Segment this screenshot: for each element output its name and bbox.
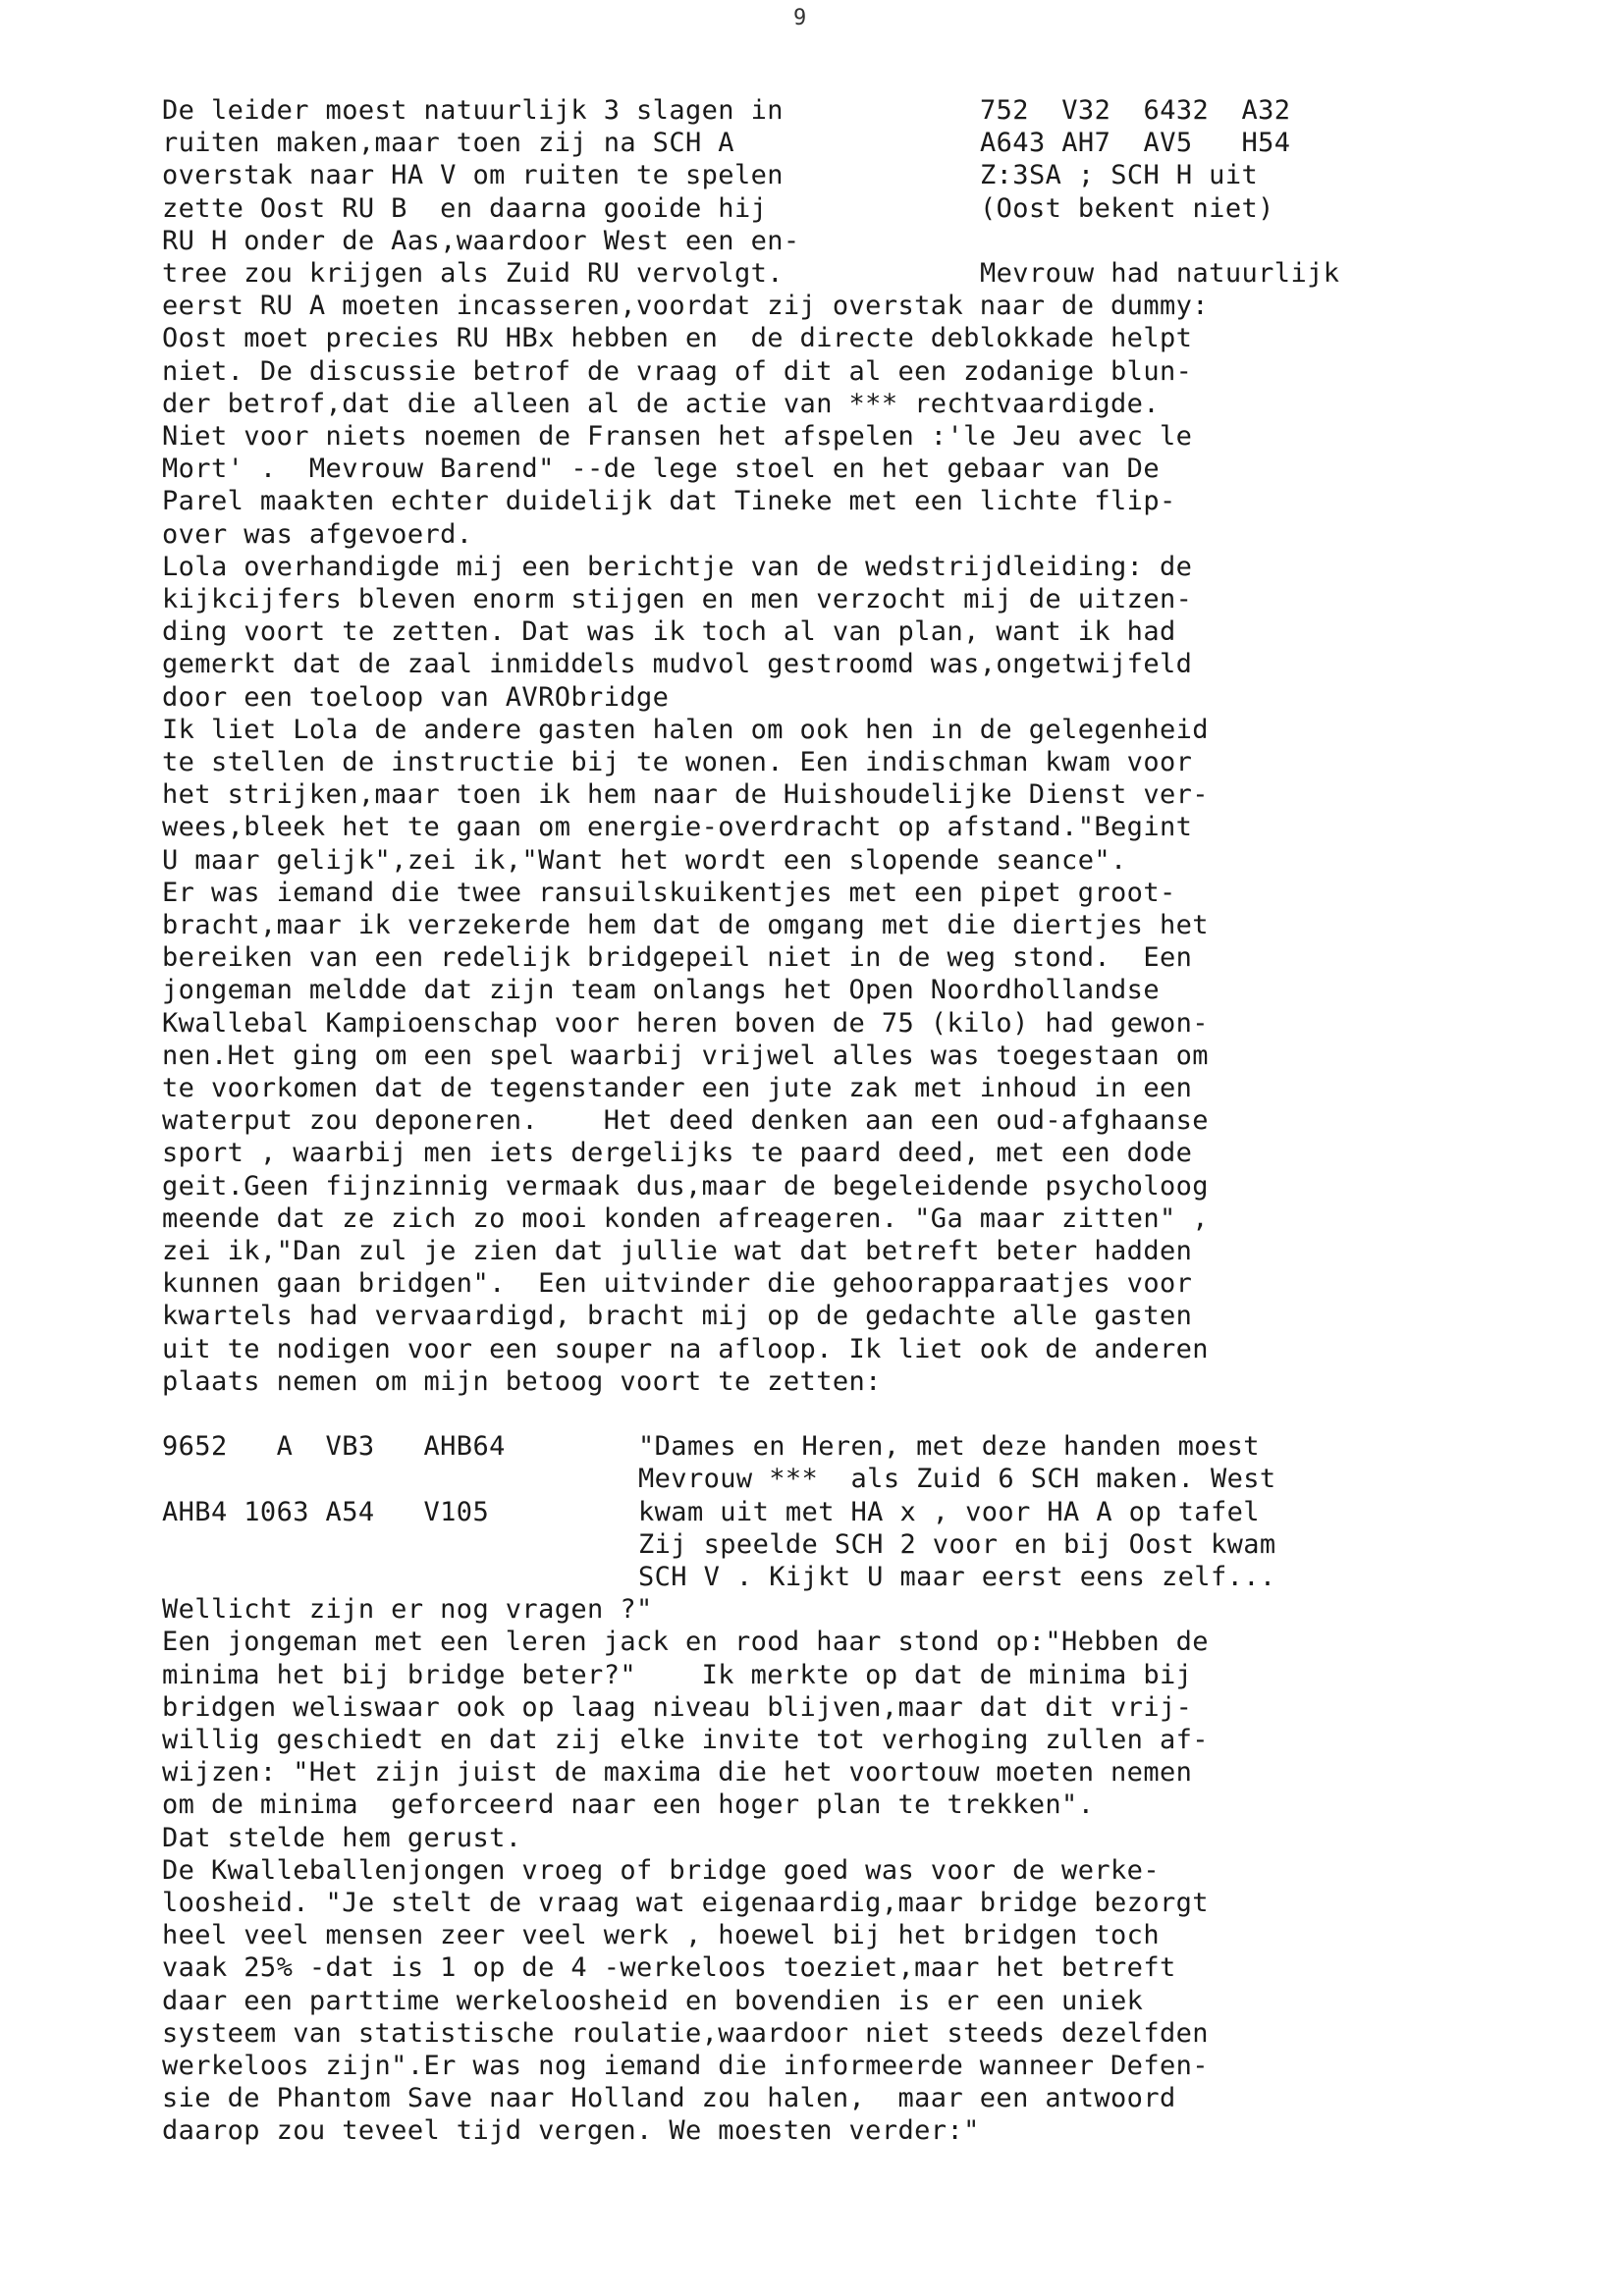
text-line: meende dat ze zich zo mooi konden afreageren. "Ga maar zitten" , bbox=[162, 1202, 1209, 1234]
text-line: bridgen weliswaar ook op laag niveau blijven,maar dat dit vrij- bbox=[162, 1691, 1193, 1723]
text-line: te voorkomen dat de tegenstander een jute zak met inhoud in een bbox=[162, 1073, 1193, 1103]
text-line: over was afgevoerd. bbox=[162, 518, 473, 550]
text-line: ruiten maken,maar toen zij na SCH A bbox=[162, 128, 734, 159]
text-line: nen.Het ging om een spel waarbij vrijwel alles was toegestaan om bbox=[162, 1040, 1209, 1071]
hand-diagram-line: A643 AH7 AV5 H54 bbox=[980, 128, 1291, 159]
text-line: door een toeloop van AVRObridge bbox=[162, 681, 670, 713]
text-line: systeem van statistische roulatie,waardoor niet steeds dezelfden bbox=[162, 2017, 1209, 2049]
text-line: De leider moest natuurlijk 3 slagen in bbox=[162, 95, 784, 126]
text-line: sie de Phantom Save naar Holland zou halen, maar een antwoord bbox=[162, 2083, 1176, 2114]
text-line: om de minima geforceerd naar een hoger plan te trekken". bbox=[162, 1789, 1095, 1821]
text-line: Kwallebal Kampioenschap voor heren boven de 75 (kilo) had gewon- bbox=[162, 1007, 1209, 1039]
text-line: zei ik,"Dan zul je zien dat jullie wat dat betreft beter hadden bbox=[162, 1236, 1193, 1266]
text-line: werkeloos zijn".Er was nog iemand die informeerde wanneer Defen- bbox=[162, 2051, 1209, 2081]
text-line: Lola overhandigde mij een berichtje van de wedstrijdleiding: de bbox=[162, 551, 1193, 582]
text-line: uit te nodigen voor een souper na afloop. Ik liet ook de anderen bbox=[162, 1333, 1209, 1364]
text-line: te stellen de instructie bij te wonen. Een indischman kwam voor bbox=[162, 747, 1193, 777]
text-line: plaats nemen om mijn betoog voort te zetten: bbox=[162, 1365, 882, 1397]
text-line: Mort' . Mevrouw Barend" --de lege stoel en het gebaar van De bbox=[162, 454, 1160, 485]
text-line: willig geschiedt en dat zij elke invite tot verhoging zullen af- bbox=[162, 1725, 1209, 1755]
text-line: kunnen gaan bridgen". Een uitvinder die gehoorapparaatjes voor bbox=[162, 1268, 1193, 1300]
text-line: jongeman meldde dat zijn team onlangs het Open Noordhollandse bbox=[162, 975, 1160, 1006]
text-line: daar een parttime werkeloosheid en bovendien is er een uniek bbox=[162, 1985, 1144, 2016]
page-number: 9 bbox=[793, 6, 807, 30]
text-line: Dat stelde hem gerust. bbox=[162, 1822, 522, 1853]
text-line: ding voort te zetten. Dat was ik toch al van plan, want ik had bbox=[162, 616, 1176, 648]
text-line: Zij speelde SCH 2 voor en bij Oost kwam bbox=[638, 1528, 1276, 1560]
text-line: bereiken van een redelijk bridgepeil niet in de weg stond. Een bbox=[162, 942, 1193, 974]
hand-diagram-line: Mevrouw had natuurlijk bbox=[980, 258, 1340, 289]
text-line: het strijken,maar toen ik hem naar de Huishoudelijke Dienst ver- bbox=[162, 779, 1209, 811]
text-line: minima het bij bridge beter?" Ik merkte op dat de minima bij bbox=[162, 1659, 1193, 1690]
text-line: kijkcijfers bleven enorm stijgen en men verzocht mij de uitzen- bbox=[162, 584, 1193, 614]
text-line: Een jongeman met een leren jack en rood haar stond op:"Hebben de bbox=[162, 1627, 1209, 1658]
text-line: niet. De discussie betrof de vraag of dit al een zodanige blun- bbox=[162, 355, 1193, 387]
card-hand: AHB4 1063 A54 V105 bbox=[162, 1496, 490, 1527]
text-line: Wellicht zijn er nog vragen ?" bbox=[162, 1594, 653, 1626]
hand-diagram-line: 752 V32 6432 A32 bbox=[980, 95, 1291, 126]
text-line: Mevrouw *** als Zuid 6 SCH maken. West bbox=[638, 1464, 1276, 1495]
text-line: loosheid. "Je stelt de vraag wat eigenaardig,maar bridge bezorgt bbox=[162, 1888, 1209, 1918]
text-line: overstak naar HA V om ruiten te spelen bbox=[162, 160, 784, 191]
text-line: U maar gelijk",zei ik,"Want het wordt een slopende seance". bbox=[162, 844, 1127, 876]
text-line: SCH V . Kijkt U maar eerst eens zelf... bbox=[638, 1562, 1276, 1592]
text-line: De Kwalleballenjongen vroeg of bridge goed was voor de werke- bbox=[162, 1854, 1160, 1886]
text-line: "Dames en Heren, met deze handen moest bbox=[638, 1431, 1260, 1463]
text-line: vaak 25% -dat is 1 op de 4 -werkeloos toeziet,maar het betreft bbox=[162, 1952, 1176, 1984]
text-line: Parel maakten echter duidelijk dat Tineke met een lichte flip- bbox=[162, 486, 1176, 517]
text-line: sport , waarbij men iets dergelijks te paard deed, met een dode bbox=[162, 1138, 1193, 1169]
text-line: heel veel mensen zeer veel werk , hoewel bij het bridgen toch bbox=[162, 1920, 1160, 1951]
hand-diagram-line: (Oost bekent niet) bbox=[980, 192, 1274, 224]
text-line: Oost moet precies RU HBx hebben en de directe deblokkade helpt bbox=[162, 323, 1193, 354]
text-line: Er was iemand die twee ransuilskuikentjes met een pipet groot- bbox=[162, 877, 1176, 908]
text-line: wees,bleek het te gaan om energie-overdracht op afstand."Begint bbox=[162, 812, 1193, 843]
text-line: waterput zou deponeren. Het deed denken aan een oud-afghaanse bbox=[162, 1105, 1209, 1137]
text-line: wijzen: "Het zijn juist de maxima die het voortouw moeten nemen bbox=[162, 1757, 1193, 1789]
text-line: kwam uit met HA x , voor HA A op tafel bbox=[638, 1496, 1260, 1527]
text-line: der betrof,dat die alleen al de actie van *** rechtvaardigde. bbox=[162, 388, 1160, 419]
text-line: eerst RU A moeten incasseren,voordat zij overstak naar de dummy: bbox=[162, 291, 1209, 322]
text-line: geit.Geen fijnzinnig vermaak dus,maar de begeleidende psycholoog bbox=[162, 1170, 1209, 1201]
text-line: RU H onder de Aas,waardoor West een en- bbox=[162, 225, 800, 256]
card-hand: 9652 A VB3 AHB64 bbox=[162, 1431, 506, 1463]
text-line: gemerkt dat de zaal inmiddels mudvol gestroomd was,ongetwijfeld bbox=[162, 649, 1193, 680]
text-line: Niet voor niets noemen de Fransen het afspelen :'le Jeu avec le bbox=[162, 421, 1193, 452]
text-line: daarop zou teveel tijd vergen. We moesten verder:" bbox=[162, 2115, 980, 2147]
hand-diagram-line: Z:3SA ; SCH H uit bbox=[980, 160, 1259, 191]
text-line: kwartels had vervaardigd, bracht mij op de gedachte alle gasten bbox=[162, 1301, 1193, 1332]
text-line: bracht,maar ik verzekerde hem dat de omgang met die diertjes het bbox=[162, 910, 1209, 940]
text-line: zette Oost RU B en daarna gooide hij bbox=[162, 192, 768, 224]
text-line: tree zou krijgen als Zuid RU vervolgt. bbox=[162, 258, 784, 289]
text-line: Ik liet Lola de andere gasten halen om ook hen in de gelegenheid bbox=[162, 714, 1209, 745]
